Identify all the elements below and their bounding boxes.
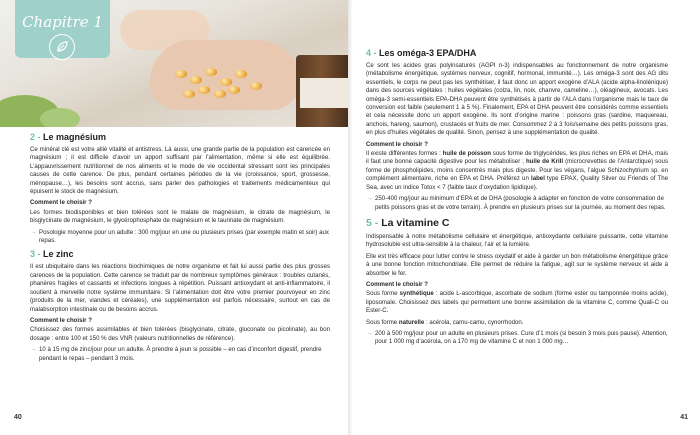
page-number-left: 40 bbox=[14, 414, 22, 421]
zinc-dosage: → 10 à 15 mg de zinc/jour pour un adulte. À prendre à jeun si possible – en cas d’inconfort digestif, prendre pendant le repas – pendant 3 mois. bbox=[30, 346, 322, 362]
vitc-heading: 5 - La vitamine C bbox=[366, 216, 450, 229]
arrow-right-icon: → bbox=[30, 228, 37, 236]
zinc-choose-text: Choisissez des formes assimilables et bien tolérées (bisglycinate, citrate, gluconate ou picolinate), au bon dosage : entre 100 et 150 % des VNR (valeurs nutritionnelles de référence). bbox=[30, 326, 330, 342]
page-number-right: 41 bbox=[680, 414, 688, 421]
omega-paragraph: Ce sont les acides gras polyinsaturés (AGPI n-3) indispensables au fonctionnement de notre organisme (métabolisme énergétique, systèmes nerveux, cognitif, hormonal, immunité…). Les oméga-3 sont des AG dits essentiels, le corps ne peut pas les synthétiser, il faut donc un apport exogène d’ALA (acide alpha-linolénique) dans des sources végétales : huiles végétales (colza, lin, noix, chanvre, cameline…), oléagineux, avocats. Les oméga-3 semi-essentiels EPA-DHA peuvent être synthétisés à partir de l’ALA dans l’organisme mais le taux de conversion est faible (seulement 1 à 5 %). Finalement, EPA et DHA peuvent être considérés comme essentiels et cela nécessite donc un apport exogène. Ils sont d’origine marine : poissons gras (sardine, maquereau, anchois, hareng, saumon), crustacés et fruits de mer. Consommez 2 à 3 fois/semaine des petits poissons gras, en plus d’huiles végétales de qualité. Sinon, pensez à une supplémentation de qualité. bbox=[366, 62, 668, 137]
vitc-natural-text: Sous forme naturelle : acérola, camu-camu, cynorrhodon. bbox=[366, 318, 524, 326]
chapter-title: Chapitre 1 bbox=[22, 13, 103, 31]
vitc-choose-title: Comment le choisir ? bbox=[366, 280, 428, 288]
magnesium-choose-title: Comment le choisir ? bbox=[30, 199, 92, 207]
arrow-right-icon: → bbox=[30, 346, 37, 354]
magnesium-paragraph: Ce minéral clé est votre allié vitalité et antistress. Là aussi, une grande partie de la population est carencée en magnésium ; il est difficile d’avoir un apport suffisant par l’alimentation, même si elle est équilibrée. L’appauvrissement nutritionnel de nos aliments et le mode de vie occidental stressant sont les principales causes de cette carence. De plus, pendant certaines périodes de la vie (croissance, sport, grossesse, ménopause…), les besoins sont accrus, sans parler des pathologies et traitements médicamenteux qui épuisent le stock de magnésium. bbox=[30, 146, 330, 196]
vitc-paragraph-1: Indispensable à notre métabolisme cellulaire et énergétique, antioxydante cellulaire puissante, cette vitamine hydrosoluble est ultra-sensible à la chaleur, l’air et la lumière. bbox=[366, 232, 668, 249]
vitc-synthetic-text: Sous forme synthétique : acide L-ascorbique, ascorbate de sodium (forme ester ou tamponnée moins acide), liposomale. Choisissez des labels qui permettent une bonne assimilation de la vitamine C, comme Quali-C ou Ester-C. bbox=[366, 290, 668, 315]
omega-choose-text: Il existe différentes formes : huile de poisson sous forme de triglycérides, les plus riches en EPA et DHA, mais il faut une bonne capacité digestive pour les métaboliser ; huile de Krill (microcrevettes de l’Antarctique) sous forme de phospholipides, moins concentrés mais plus digeste. Pour les végans, l’algue Schizochytrium sp. en complément alimentaire, riche en EPA et DHA. Préférez un label type EPAX, Quality Silver ou Friends of The Sea, avec un indice Totox < 7 (faible taux d’oxydation lipidique). bbox=[366, 150, 669, 191]
vitc-paragraph-2: Elle est très efficace pour lutter contre le stress oxydatif et aide à garder un bon métabolisme énergétique grâce à une bonne fonction mitochondriale. Elle permet de réduire la fatigue, agit sur le système nerveux et aide à absorber le fer. bbox=[366, 252, 668, 277]
zinc-paragraph: Il est ubiquitaire dans les réactions biochimiques de notre organisme et fait lui aussi partie des plus grosses carences de la population. Cette carence se traduit par de nombreux symptômes généraux : troubles cutanés, phanères fragiles et cassants et infections longues à répétition. Puissant antioxydant et anti-inflammatoire, il soutient à merveille notre système immunitaire. Si l’alimentation doit être votre premier pourvoyeur en zinc (produits de la mer, viandes et céréales), une supplémentation est parfois nécessaire, surtout en cas de malabsorption intestinale ou de besoins accrus. bbox=[30, 263, 330, 313]
vitc-dosage: → 200 à 500 mg/jour pour un adulte en plusieurs prises. Cure d’1 mois (si besoin 3 mois puis pause). Attention, pour 1 000 mg d’acérola, on a 170 mg de vitamine C et non 1 000 mg… bbox=[366, 329, 668, 346]
magnesium-dosage: → Posologie moyenne pour un adulte : 300 mg/jour en une ou plusieurs prises (par exemple matin et soir) aux repas. bbox=[30, 228, 329, 245]
leaf-icon bbox=[49, 34, 75, 60]
magnesium-section bbox=[30, 132, 330, 366]
magnesium-choose-text: Les formes biodisponibles et bien tolérées sont le malate de magnésium, le citrate de magnésium, le bisglycinate de magnésium, le glycérophosphate de magnésium et le taurinate de magnésium. bbox=[30, 208, 330, 225]
zinc-heading: 3 - Le zinc bbox=[30, 249, 74, 260]
arrow-right-icon: → bbox=[366, 329, 373, 337]
left-page bbox=[0, 0, 348, 435]
arrow-right-icon: → bbox=[366, 195, 373, 203]
zinc-choose-title: Comment le choisir ? bbox=[30, 316, 92, 324]
omega-heading: 4 - Les oméga-3 EPA/DHA bbox=[366, 48, 477, 58]
right-page bbox=[352, 0, 700, 435]
omega-dosage: → 250-400 mg/jour au minimum d’EPA et de DHA (posologie à adapter en fonction de votre consommation de petits poissons gras et de votre terrain). À prendre en plusieurs prises sur la journée, au moment des repas. bbox=[366, 195, 666, 211]
magnesium-heading: 2 - Le magnésium bbox=[30, 132, 107, 142]
omega-section bbox=[366, 48, 668, 350]
chapter-badge bbox=[15, 0, 110, 58]
omega-choose-title: Comment le choisir ? bbox=[366, 140, 428, 148]
